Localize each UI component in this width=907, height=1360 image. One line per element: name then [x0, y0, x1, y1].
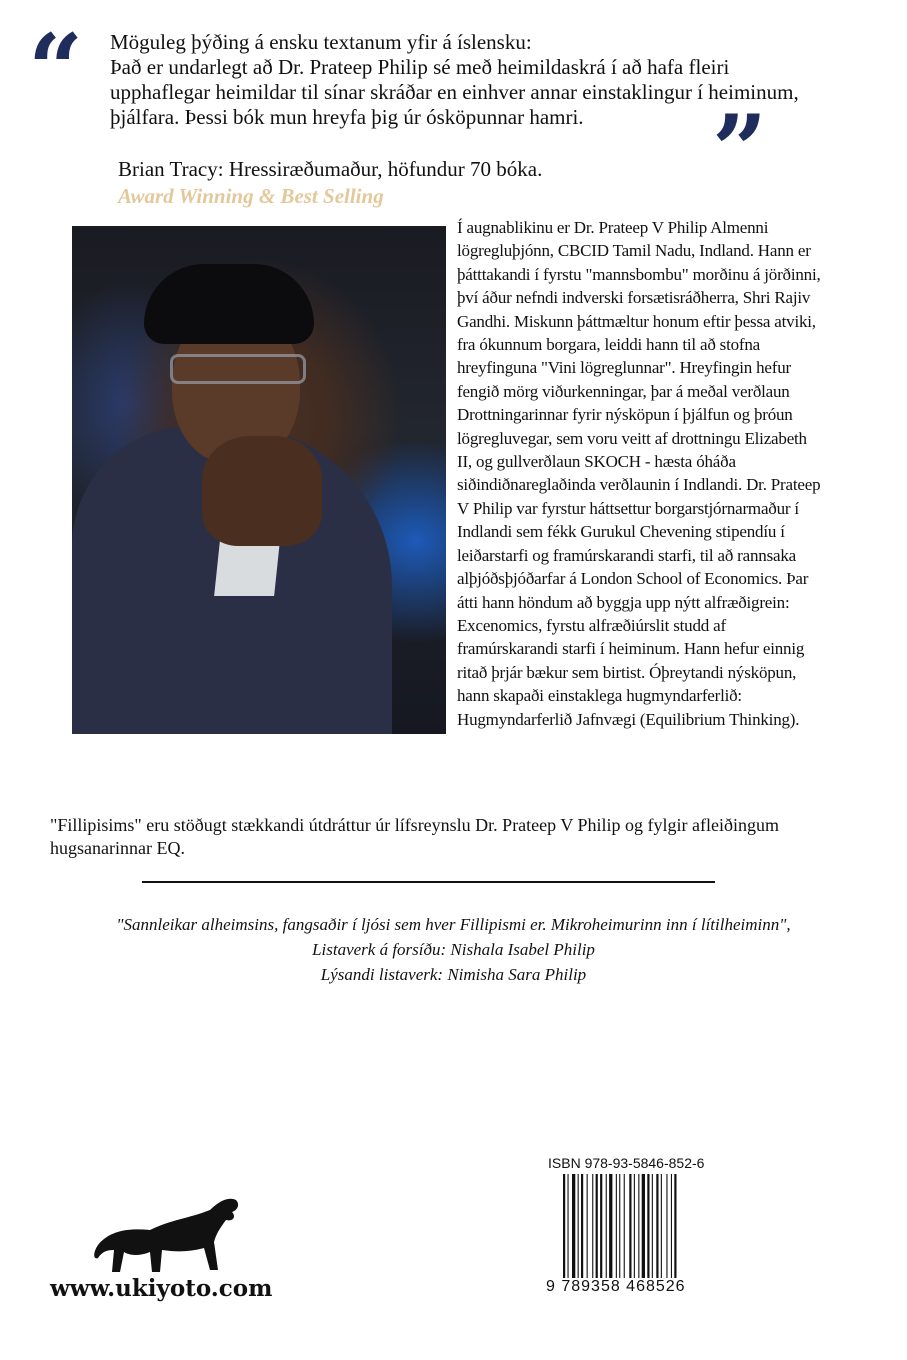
open-quote-mark: “ — [28, 13, 84, 126]
barcode-digits: 9 789358 468526 — [546, 1278, 686, 1295]
art-credits — [0, 912, 907, 987]
award-tagline: Award Winning & Best Selling — [118, 184, 384, 208]
illustration-credit: Lýsandi listaverk: Nimisha Sara Philip — [320, 965, 587, 984]
barcode — [563, 1174, 711, 1286]
credits-quote: "Sannleikar alheimsins, fangsaðir í ljósi sem hver Fillipismi er. Mikroheimurinn inn í lítilheiminn", — [116, 915, 791, 934]
translation-note: Möguleg þýðing á ensku textanum yfir á íslensku: — [110, 30, 532, 54]
quote-text: Það er undarlegt að Dr. Prateep Philip sé með heimildaskrá í að hafa fleiri upphaflegar heimildar til sínar skráðar en einhver annar einstaklingur í heiminum, þjálfara. Þessi bók mun hreyfa þig úr ósköpunnar hamri. — [110, 55, 799, 129]
author-bio — [457, 216, 822, 731]
close-quote-mark: ” — [712, 94, 768, 207]
fillipisims-text: "Fillipisims" eru stöðugt stækkandi útdráttur úr lífsreynslu Dr. Prateep V Philip og fylgir afleiðingum hugsanarinnar EQ. — [50, 815, 779, 858]
quote-attribution: Brian Tracy: Hressiræðumaður, höfundur 70 bóka. — [118, 157, 543, 181]
divider — [142, 881, 715, 883]
publisher-website[interactable]: www.ukiyoto.com — [50, 1275, 273, 1302]
panther-icon — [90, 1190, 250, 1280]
isbn-label: ISBN 978-93-5846-852-6 — [548, 1155, 705, 1171]
cover-art-credit: Listaverk á forsíðu: Nishala Isabel Philip — [312, 940, 595, 959]
fillipisims-description — [50, 814, 840, 860]
author-bio-text: Í augnablikinu er Dr. Prateep V Philip Almenni lögregluþjónn, CBCID Tamil Nadu, Indland. Hann er þátttakandi í fyrstu "mannsbombu" morðinu á jörðinni, því áður nefndi indverski forsætisráðherra, Shri Rajiv Gandhi. Miskunn þáttmæltur honum eftir þessa atviki, fra ókunnum borgara, leiddi hann til að stofna hreyfinguna "Vini lögreglunnar". Hreyfingin hefur fengið mörg viðurkenningar, þar á meðal verðlaun Drottningarinnar fyrir nýsköpun í þjálfun og þróun lögregluvegar, sem voru veitt af drottningu Elizabeth II, og gullverðlaun SKOCH - hæsta óháða siðindiðnareglaðinda verðlaunin í Indlandi. Dr. Prateep V Philip var fyrstur háttsettur borgarstjórnarmaður í Indlandi sem fékk Gurukul Chevening stipendíu í leiðarstarfi og framúrskarandi starfi, til að rannsaka alþjóðsþjóðarfar á London School of Economics. Þar átti hann höndum að byggja upp nýtt alfræðigrein: Excenomics, fyrstu alfræðiúrslit studd af framúrskarandi starfi í heiminum. Hann hefur einnig ritað þrjár bækur sem birtist. Óþreytandi nýsköpun, hann skapaði einstaklega hugmyndarferlið: Hugmyndarferlið Jafnvægi (Equilibrium Thinking). — [457, 218, 821, 729]
endorsement-quote — [110, 30, 830, 130]
author-photo — [72, 226, 446, 734]
